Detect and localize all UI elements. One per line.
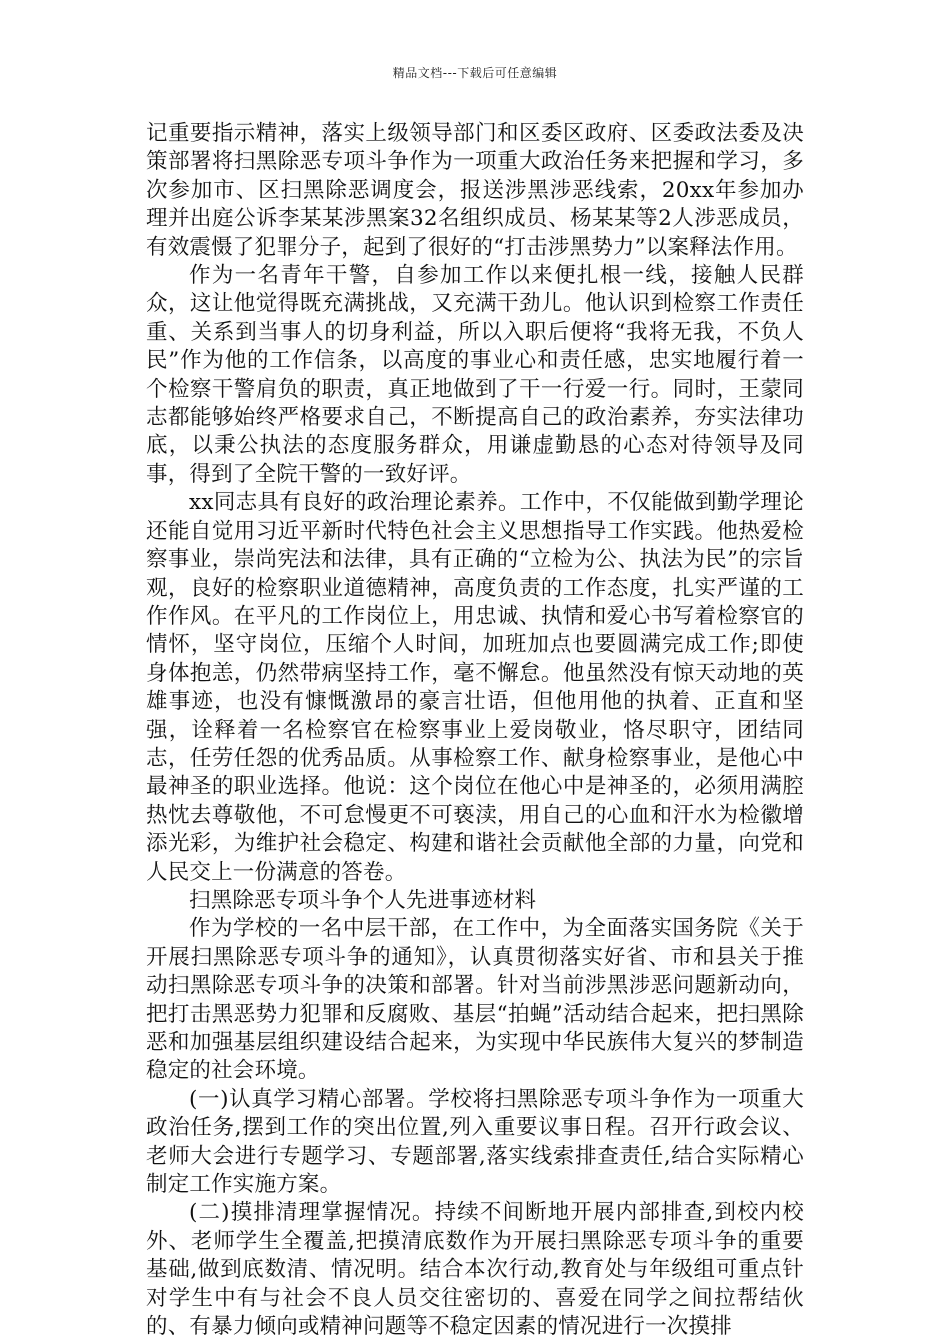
section-heading: 扫黑除恶专项斗争个人先进事迹材料 — [189, 887, 537, 913]
document-body — [146, 120, 804, 1341]
paragraph-continuation: 记重要指示精神，落实上级领导部门和区委区政府、区委政法委及决策部署将扫黑除恶专项斗争作为一项重大政治任务来把握和学习，多次参加市、区扫黑除恶调度会，报送涉黑涉恶线索，20xx年参加办理并出庭公诉李某某涉黑案32名组织成员、杨某某等2人涉恶成员，有效震慑了犯罪分子，起到了很好的“打击涉黑势力”以案释法作用。 — [146, 121, 804, 260]
paragraph-political-quality: xx同志具有良好的政治理论素养。工作中，不仅能做到勤学理论还能自觉用习近平新时代特色社会主义思想指导工作实践。他热爱检察事业，崇尚宪法和法律，具有正确的“立检为公、执法为民”的宗旨观，良好的检察职业道德精神，高度负责的工作态度，扎实严谨的工作作风。在平凡的工作岗位上，用忠诚、执情和爱心书写着检察官的情怀，坚守岗位，压缩个人时间，加班加点也要圆满完成工作;即使身体抱恙，仍然带病坚持工作，毫不懈怠。他虽然没有惊天动地的英雄事迹，也没有慷慨激昂的豪言壮语，但他用他的执着、正直和坚强，诠释着一名检察官在检察事业上爱岗敬业，恪尽职守，团结同志，任劳任怨的优秀品质。从事检察工作、献身检察事业，是他心中最神圣的职业选择。他说：这个岗位在他心中是神圣的，必须用满腔热忱去尊敬他，不可怠慢更不可亵渎，用自己的心血和汗水为检徽增添光彩，为维护社会稳定、构建和谐社会贡献他全部的力量，向党和人民交上一份满意的答卷。 — [146, 490, 804, 885]
paragraph-school-cadre: 作为学校的一名中层干部，在工作中，为全面落实国务院《关于开展扫黑除恶专项斗争的通知》，认真贯彻落实好省、市和县关于推动扫黑除恶专项斗争的决策和部署。针对当前涉黑涉恶问题新动向，把打击黑恶势力犯罪和反腐败、基层“拍蝇”活动结合起来，把扫黑除恶和加强基层组织建设结合起来，为实现中华民族伟大复兴的梦制造稳定的社会环境。 — [146, 916, 804, 1084]
page-header: 精品文档---下载后可任意编辑 — [392, 66, 558, 80]
paragraph-item-two: (二)摸排清理掌握情况。持续不间断地开展内部排查,到校内校外、老师学生全覆盖,把摸清底数作为开展扫黑除恶专项斗争的重要基础,做到底数清、情况明。结合本次行动,教育处与年级组可重点针对学生中有与社会不良人员交往密切的、喜爱在同学之间拉帮结伙的、有暴力倾向或精神问题等不稳定因素的情况进行一次摸排 — [146, 1200, 804, 1340]
paragraph-young-officer: 作为一名青年干警，自参加工作以来便扎根一线，接触人民群众，这让他觉得既充满挑战，又充满干劲儿。他认识到检察工作责任重、关系到当事人的切身利益，所以入职后便将“我将无我，不负人民”作为他的工作信条，以高度的事业心和责任感，忠实地履行着一个检察干警肩负的职责，真正地做到了干一行爱一行。同时，王蒙同志都能够始终严格要求自己，不断提高自己的政治素养，夯实法律功底，以秉公执法的态度服务群众，用谦虚勤恳的心态对待领导及同事，得到了全院干警的一致好评。 — [146, 263, 804, 487]
paragraph-item-one: (一)认真学习精心部署。学校将扫黑除恶专项斗争作为一项重大政治任务,摆到工作的突出位置,列入重要议事日程。召开行政会议、老师大会进行专题学习、专题部署,落实线索排查责任,结合实际精心制定工作实施方案。 — [146, 1086, 804, 1198]
